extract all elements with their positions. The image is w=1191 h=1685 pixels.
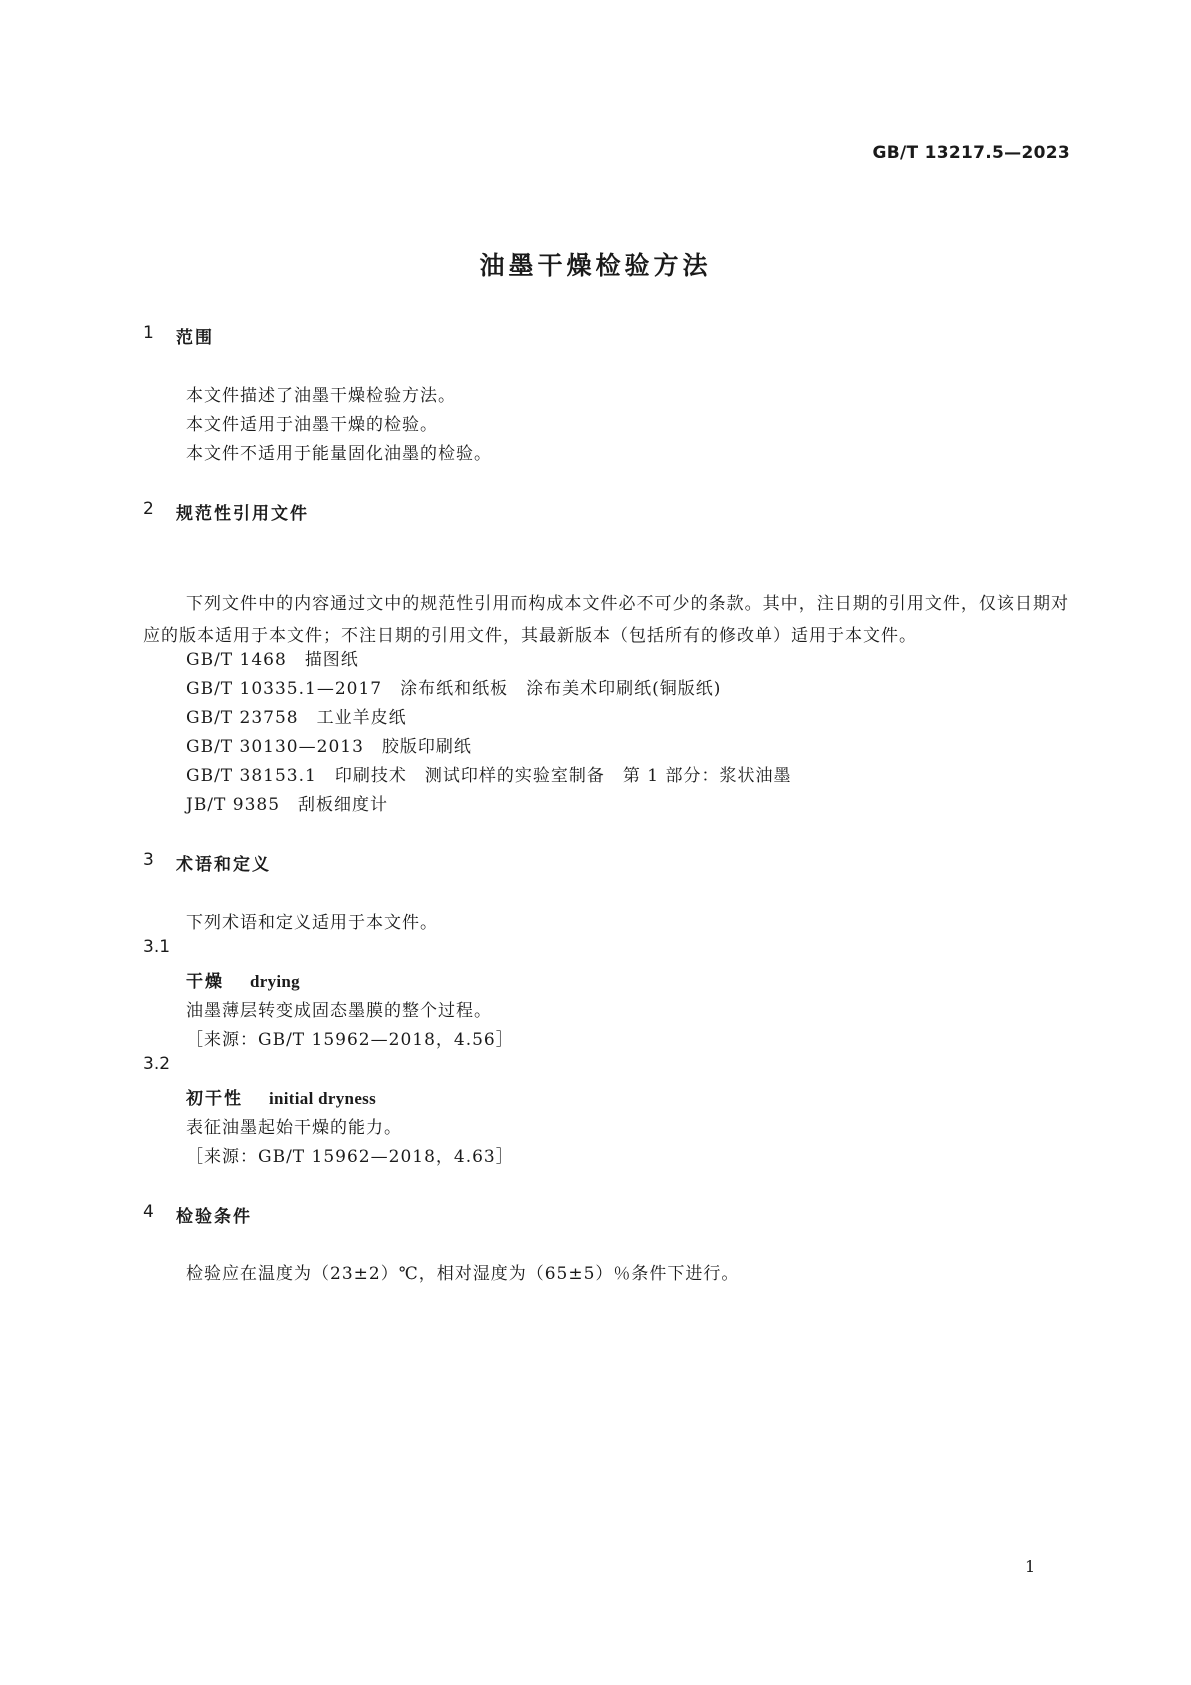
term-number: 3.1 [143, 937, 171, 957]
reference-item [186, 645, 359, 670]
term-name [186, 967, 300, 992]
scope-line: 本文件描述了油墨干燥检验方法。 [186, 386, 456, 406]
reference-code: JB/T 9385 [186, 795, 281, 815]
scope-line: 本文件不适用于能量固化油墨的检验。 [186, 444, 492, 464]
reference-item [186, 790, 388, 815]
section-1-number: 1 [143, 323, 154, 343]
term-definition: 表征油墨起始干燥的能力。 [186, 1118, 402, 1138]
reference-title: 印刷技术 测试印样的实验室制备 第 1 部分：浆状油墨 [334, 766, 792, 786]
reference-code: GB/T 10335.1—2017 [186, 679, 383, 699]
term-name [186, 1084, 376, 1109]
term-chinese: 干燥 [186, 972, 224, 992]
term-chinese: 初干性 [186, 1089, 243, 1109]
reference-title: 工业羊皮纸 [316, 708, 407, 728]
reference-code: GB/T 30130—2013 [186, 737, 364, 757]
reference-title: 胶版印刷纸 [381, 737, 472, 757]
reference-code: GB/T 23758 [186, 708, 299, 728]
term-definition: 油墨薄层转变成固态墨膜的整个过程。 [186, 1001, 492, 1021]
term-number: 3.2 [143, 1054, 171, 1074]
reference-item [186, 674, 721, 699]
term-english: drying [250, 972, 300, 991]
reference-item [186, 703, 407, 728]
page-number: 1 [1025, 1557, 1036, 1576]
reference-code: GB/T 1468 [186, 650, 287, 670]
term-english: initial dryness [269, 1089, 376, 1108]
term-source: ［来源：GB/T 15962—2018，4.63］ [186, 1147, 514, 1167]
section-3-number: 3 [143, 850, 154, 870]
reference-item [186, 732, 472, 757]
reference-item [186, 761, 791, 786]
reference-title: 涂布纸和纸板 涂布美术印刷纸(铜版纸) [400, 679, 722, 699]
normative-references-paragraph: 下列文件中的内容通过文中的规范性引用而构成本文件必不可少的条款。其中，注日期的引用文件，仅该日期对应的版本适用于本文件；不注日期的引用文件，其最新版本（包括所有的修改单）适用于本文件。 [143, 594, 1069, 646]
scope-line: 本文件适用于油墨干燥的检验。 [186, 415, 438, 435]
term-source: ［来源：GB/T 15962—2018，4.56］ [186, 1030, 514, 1050]
document-title: 油墨干燥检验方法 [479, 251, 712, 280]
reference-title: 描图纸 [304, 650, 359, 670]
section-3-title: 术语和定义 [176, 855, 271, 875]
section-4-number: 4 [143, 1202, 154, 1222]
test-conditions-text: 检验应在温度为（23±2）℃，相对湿度为（65±5）％条件下进行。 [186, 1264, 740, 1284]
reference-code: GB/T 38153.1 [186, 766, 317, 786]
section-2-title: 规范性引用文件 [176, 504, 309, 524]
section-1-title: 范围 [176, 328, 214, 348]
section-4-title: 检验条件 [176, 1207, 252, 1227]
standard-code: GB/T 13217.5—2023 [872, 143, 1070, 163]
terms-intro: 下列术语和定义适用于本文件。 [186, 913, 438, 933]
section-2-number: 2 [143, 499, 154, 519]
reference-title: 刮板细度计 [298, 795, 389, 815]
